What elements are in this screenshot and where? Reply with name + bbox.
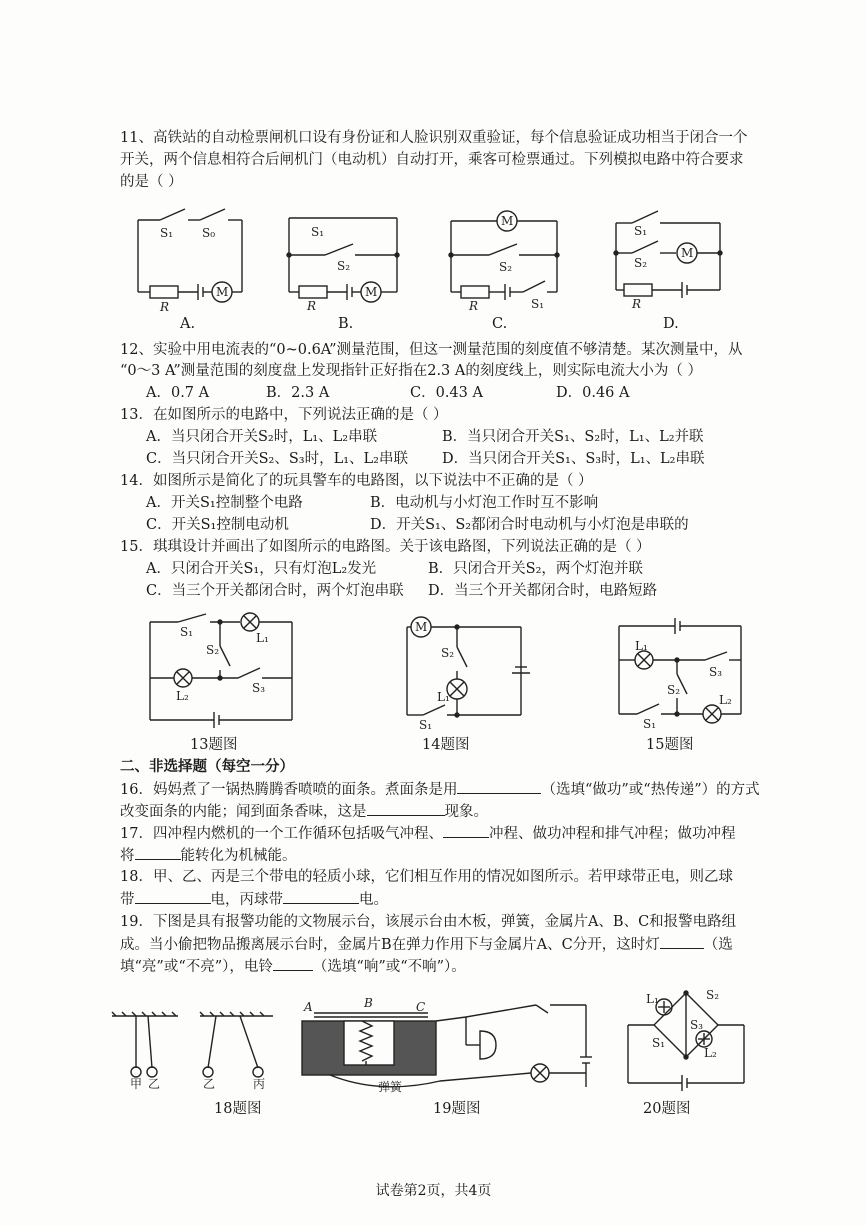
q17-text-d: 能转化为机械能。 xyxy=(180,848,297,864)
label-s3: S₃ xyxy=(709,665,723,679)
q15-option-c: C．当三个开关都闭合时，两个灯泡串联 xyxy=(146,583,404,599)
q16-text-a: 16．妈妈煮了一锅热腾腾香喷喷的面条。煮面条是用 xyxy=(120,782,458,798)
label-s2: S₂ xyxy=(634,256,648,270)
label-m: M xyxy=(501,214,514,228)
label-s2: S₂ xyxy=(706,988,720,1002)
caption-fig19: 19题图 xyxy=(433,1101,481,1117)
q12-option-a: A．0.7 A xyxy=(146,385,210,401)
label-s2: S₂ xyxy=(337,259,351,273)
label-s2: S₂ xyxy=(667,683,681,697)
q19-line2 xyxy=(120,934,733,955)
label-m: M xyxy=(216,285,229,299)
q19-text-b: （选 xyxy=(703,937,733,953)
q19-text-a: 成。当小偷把物品搬离展示台时，金属片B在弹力作用下与金属片A、C分开，这时灯 xyxy=(120,937,660,953)
label-s1: S₁ xyxy=(160,226,174,240)
circuit-d xyxy=(610,205,730,315)
label-l1: L₁ xyxy=(635,639,648,653)
q12-option-d: D．0.46 A xyxy=(556,385,630,401)
q16-text-b: （选填“做功”或“热传递”）的方式 xyxy=(541,782,760,798)
label-l2: L₂ xyxy=(719,693,732,707)
q18-text-d: 电。 xyxy=(359,892,388,908)
q17-line1 xyxy=(120,823,735,844)
q17-text-c: 将 xyxy=(120,848,135,864)
q14-option-c: C．开关S₁控制电动机 xyxy=(146,517,289,533)
q17-text-a: 17．四冲程内燃机的一个工作循环包括吸气冲程、 xyxy=(120,826,443,842)
label-l1: L₁ xyxy=(256,631,269,645)
label-s3: S₃ xyxy=(252,681,266,695)
q13-option-d: D．当只闭合开关S₁、S₃时，L₁、L₂串联 xyxy=(442,451,705,467)
q18-text-b: 带 xyxy=(120,892,135,908)
q13-option-c: C．当只闭合开关S₂、S₃时，L₁、L₂串联 xyxy=(146,451,408,467)
q19-blank-2[interactable] xyxy=(273,956,313,971)
q12-line2: “0～3 A”测量范围的刻度盘上发现指针正好指在2.3 A的刻度线上，则实际电流大小为（ ） xyxy=(120,363,702,379)
label-l: L₁ xyxy=(437,690,450,704)
figure-15 xyxy=(615,618,745,731)
q15-option-d: D．当三个开关都闭合时，电路短路 xyxy=(428,583,658,599)
q18-line2 xyxy=(120,889,388,910)
q15-option-b: B．只闭合开关S₂，两个灯泡并联 xyxy=(428,561,643,577)
q11-line2: 开关，两个信息相符合后闸机门（电动机）自动打开，乘客可检票通过。下列模拟电路中符合要求 xyxy=(120,152,744,168)
option-a-label: A. xyxy=(180,316,196,332)
q19-line1: 19．下图是具有报警功能的文物展示台，该展示台由木板，弹簧，金属片A、B、C和报警电路组 xyxy=(120,914,737,930)
label-s1: S₁ xyxy=(652,1036,666,1050)
label-s1: S₁ xyxy=(634,224,648,238)
page-footer: 试卷第2页，共4页 xyxy=(375,1183,492,1199)
q11-line3: 的是（ ） xyxy=(120,174,183,190)
label-yi-2: 乙 xyxy=(203,1077,216,1091)
q19-text-d: （选填“响”或“不响”）。 xyxy=(312,959,466,975)
caption-fig14: 14题图 xyxy=(422,737,470,753)
label-l2: L₂ xyxy=(176,689,189,703)
label-m: M xyxy=(365,285,378,299)
q17-text-b: 冲程、做功冲程和排气冲程；做功冲程 xyxy=(488,826,736,842)
q16-text-d: 现象。 xyxy=(444,804,488,820)
label-s1: S₁ xyxy=(531,297,545,311)
q17-line2 xyxy=(120,845,297,866)
label-r: R xyxy=(307,299,317,313)
option-c-label: C. xyxy=(492,316,508,332)
q16-blank-1[interactable] xyxy=(457,779,541,794)
circuit-c xyxy=(447,205,567,315)
q18-text-c: 电，丙球带 xyxy=(210,892,283,908)
section-2-title: 二、非选择题（每空一分） xyxy=(120,758,294,775)
q18-blank-1[interactable] xyxy=(135,889,211,904)
label-c: C xyxy=(416,1000,426,1014)
label-bing: 丙 xyxy=(253,1077,266,1091)
label-s3: S₃ xyxy=(690,1018,704,1032)
caption-fig13: 13题图 xyxy=(190,737,238,753)
label-a: A xyxy=(304,1000,313,1014)
q13-option-a: A．当只闭合开关S₂时，L₁、L₂串联 xyxy=(146,429,378,445)
label-r: R xyxy=(469,299,479,313)
q19-line3 xyxy=(120,956,466,977)
figure-14 xyxy=(405,615,530,730)
circuit-b xyxy=(285,210,405,315)
q14-option-a: A．开关S₁控制整个电路 xyxy=(146,495,303,511)
q12-line1: 12、实验中用电流表的“0~0.6A”测量范围，但这一测量范围的刻度值不够清楚。某次测量中，从 xyxy=(120,342,743,358)
label-s1: S₁ xyxy=(311,225,325,239)
q12-option-c: C．0.43 A xyxy=(410,385,483,401)
label-s2: S₂ xyxy=(441,646,455,660)
label-yi: 乙 xyxy=(148,1077,161,1091)
q17-blank-1[interactable] xyxy=(443,823,489,838)
q14-stem: 14．如图所示是简化了的玩具警车的电路图，以下说法中不正确的是（ ） xyxy=(120,473,593,489)
label-jia: 甲 xyxy=(130,1077,143,1091)
figure-19 xyxy=(300,995,610,1095)
q14-option-d: D．开关S₁、S₂都闭合时电动机与小灯泡是串联的 xyxy=(370,517,689,533)
option-d-label: D. xyxy=(663,316,679,332)
label-m: M xyxy=(681,246,694,260)
label-r: R xyxy=(160,300,170,314)
label-r: R xyxy=(632,297,642,311)
q16-line2 xyxy=(120,801,488,822)
q19-blank-1[interactable] xyxy=(660,934,704,949)
caption-fig20: 20题图 xyxy=(643,1101,691,1117)
label-s1: S₁ xyxy=(180,625,194,639)
figure-20 xyxy=(624,985,749,1095)
q16-blank-2[interactable] xyxy=(367,801,445,816)
q13-stem: 13．在如图所示的电路中，下列说法正确的是（ ） xyxy=(120,407,448,423)
figure-13 xyxy=(148,612,298,727)
label-s2: S₂ xyxy=(499,260,513,274)
label-l1: L₁ xyxy=(646,992,659,1006)
q11-line1: 11、高铁站的自动检票闸机口设有身份证和人脸识别双重验证，每个信息验证成功相当于闭合一个 xyxy=(120,130,748,146)
option-b-label: B. xyxy=(338,316,354,332)
q17-blank-2[interactable] xyxy=(135,845,181,860)
q18-line1: 18．甲、乙、丙是三个带电的轻质小球，它们相互作用的情况如图所示。若甲球带正电，则乙球 xyxy=(120,869,733,885)
label-m: M xyxy=(415,620,428,634)
label-spring: 弹簧 xyxy=(378,1080,403,1094)
label-s0: S₀ xyxy=(202,226,216,240)
q19-text-c: 填“亮”或“不亮”），电铃 xyxy=(120,959,273,975)
label-s1: S₁ xyxy=(419,718,433,732)
q16-line1 xyxy=(120,779,760,800)
label-b: B xyxy=(364,996,373,1010)
label-s1: S₁ xyxy=(643,717,657,731)
q14-option-b: B．电动机与小灯泡工作时互不影响 xyxy=(370,495,599,511)
q16-text-c: 改变面条的内能；闻到面条香味，这是 xyxy=(120,804,367,820)
circuit-a xyxy=(130,205,250,315)
caption-fig15: 15题图 xyxy=(646,737,694,753)
label-l2: L₂ xyxy=(704,1046,717,1060)
caption-fig18: 18题图 xyxy=(214,1101,262,1117)
label-s2: S₂ xyxy=(206,643,220,657)
q13-option-b: B．当只闭合开关S₁、S₂时，L₁、L₂并联 xyxy=(442,429,704,445)
q18-blank-2[interactable] xyxy=(283,889,359,904)
figure-18 xyxy=(108,1010,278,1090)
q15-stem: 15．琪琪设计并画出了如图所示的电路图。关于该电路图，下列说法正确的是（ ） xyxy=(120,539,651,555)
q12-option-b: B．2.3 A xyxy=(266,385,330,401)
q15-option-a: A．只闭合开关S₁，只有灯泡L₂发光 xyxy=(146,561,377,577)
